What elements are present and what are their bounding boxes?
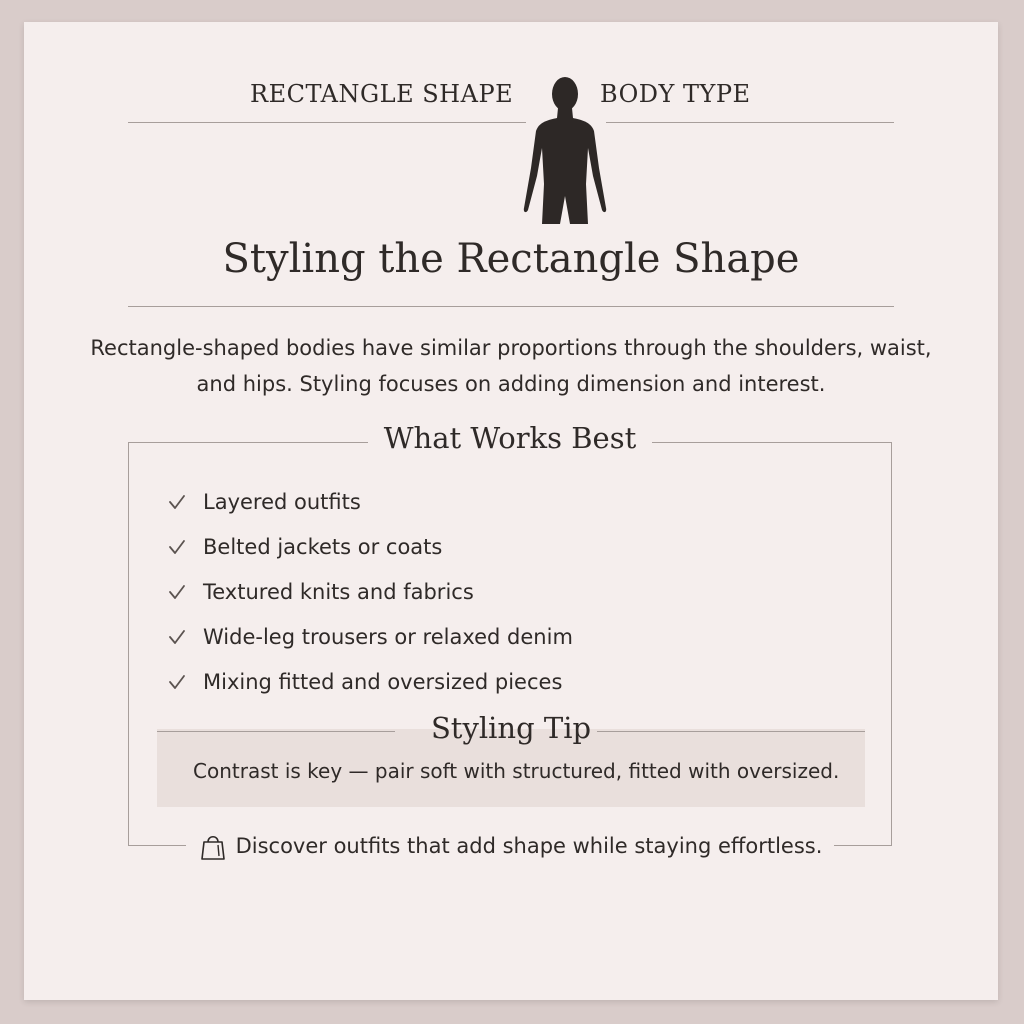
title-divider [128, 306, 894, 307]
check-icon [165, 625, 189, 649]
check-icon [165, 490, 189, 514]
list-item-label: Layered outfits [203, 489, 361, 514]
list-item [165, 569, 573, 614]
footer-cta [129, 831, 891, 866]
check-icon [165, 670, 189, 694]
works-best-list [165, 479, 573, 704]
list-item-label: Belted jackets or coats [203, 534, 443, 559]
shopping-bag-icon [198, 831, 228, 861]
list-item-label: Mixing fitted and oversized pieces [203, 669, 563, 694]
list-item-label: Wide-leg trousers or relaxed denim [203, 624, 573, 649]
list-item [165, 524, 573, 569]
footer-text: Discover outfits that add shape while staying effortless. [235, 834, 823, 858]
header-right-label: BODY TYPE [600, 80, 751, 108]
list-item [165, 614, 573, 659]
check-icon [165, 580, 189, 604]
page-title: Styling the Rectangle Shape [222, 236, 800, 282]
header-divider-left [128, 122, 526, 123]
intro-paragraph [64, 330, 958, 402]
works-best-title: What Works Best [368, 421, 653, 455]
styling-tip-title: Styling Tip [430, 711, 592, 745]
check-icon [165, 535, 189, 559]
header-left-label: RECTANGLE SHAPE [250, 80, 514, 108]
header-divider-right [606, 122, 894, 123]
works-best-panel [128, 421, 892, 858]
list-item [165, 659, 573, 704]
intro-line-2: and hips. Styling focuses on adding dimension and interest. [196, 372, 826, 396]
body-silhouette-icon [520, 76, 610, 224]
infographic-card [24, 22, 998, 1000]
list-item [165, 479, 573, 524]
intro-line-1: Rectangle-shaped bodies have similar proportions through the shoulders, waist, [90, 336, 932, 360]
styling-tip-text: Contrast is key — pair soft with structured, fitted with oversized. [193, 759, 840, 783]
list-item-label: Textured knits and fabrics [203, 579, 474, 604]
